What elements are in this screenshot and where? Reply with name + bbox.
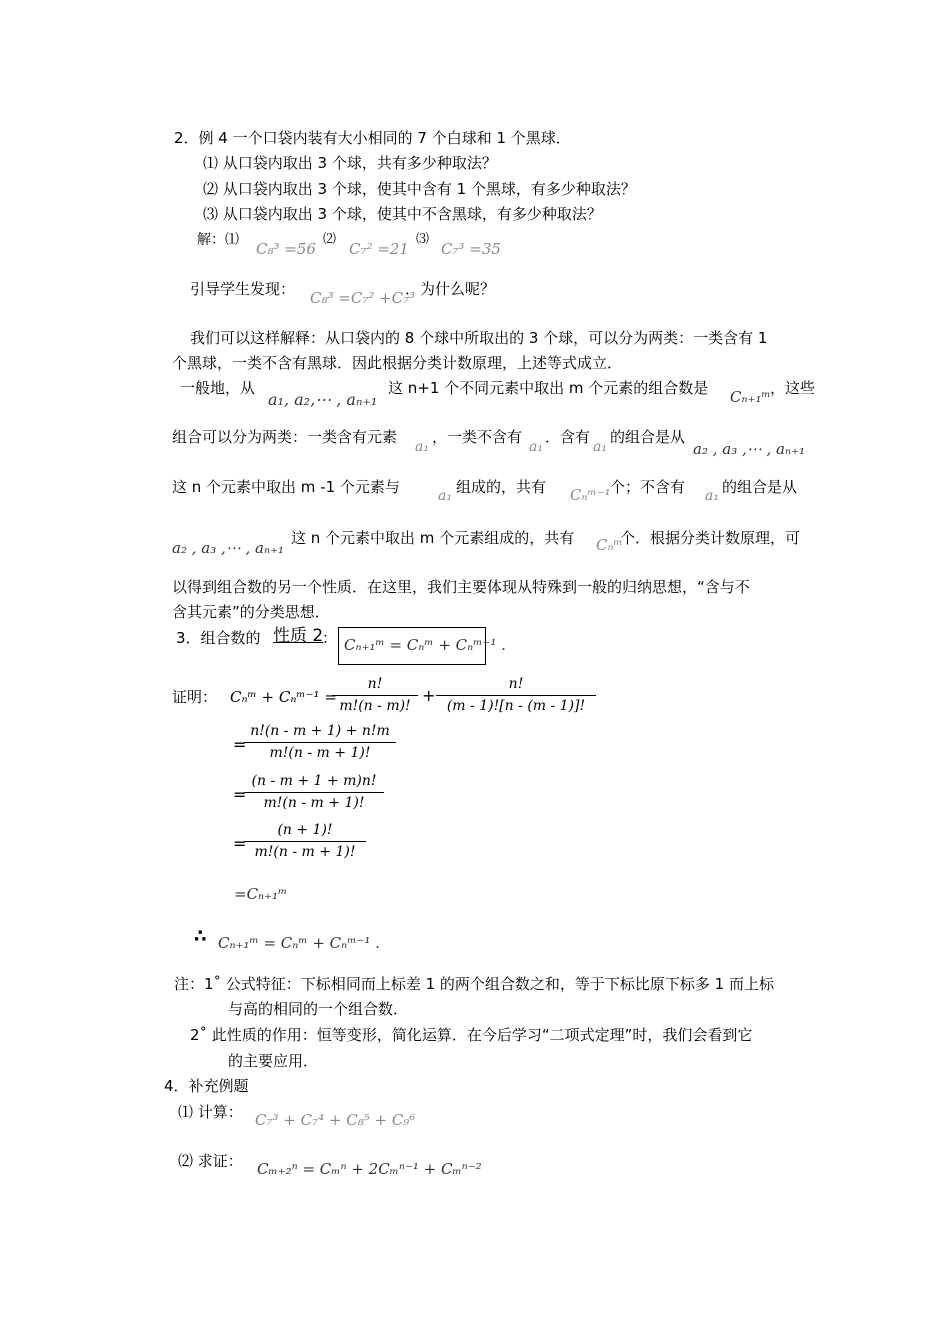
proof-lhs: Cₙᵐ + Cₙᵐ⁻¹ = — [230, 688, 337, 706]
fraction-1-numerator: n! — [332, 676, 418, 696]
general-text-3: ，这些 — [770, 379, 816, 397]
extra-example-1-label: ⑴ 计算： — [178, 1103, 243, 1121]
solution-2-label: ⑵ — [323, 232, 337, 247]
proof-fraction-2 — [436, 676, 596, 715]
property-formula: Cₙ₊₁ᵐ = Cₙᵐ + Cₙᵐ⁻¹ . — [344, 636, 506, 654]
explain-line-2: 个黑球，一类不含有黑球．因此根据分类计数原理，上述等式成立． — [172, 354, 623, 372]
sequence-a2-an1: a₂ , a₃ ,⋯ , aₙ₊₁ — [172, 539, 285, 557]
proof-fraction-5 — [244, 822, 366, 861]
guide-tail: ．为什么呢？ — [405, 280, 496, 298]
question-2: ⑵ 从口袋内取出 3 个球，使其中含有 1 个黑球，有多少种取法？ — [203, 180, 636, 198]
extra-example-2-formula: Cₘ₊₂ⁿ = Cₘⁿ + 2Cₘⁿ⁻¹ + Cₘⁿ⁻² — [257, 1160, 482, 1178]
general-text-1: 一般地，从 — [180, 379, 256, 397]
note-2-line-2: 的主要应用． — [228, 1052, 319, 1070]
general-text-10: 个；不含有 — [610, 478, 686, 496]
guide-text: 引导学生发现： — [190, 280, 296, 298]
general-text-13: 个．根据分类计数原理，可 — [620, 529, 801, 547]
solution-2: C₇² =21 — [349, 240, 409, 258]
note-2-line-1: 2˚ 此性质的作用：恒等变形，简化运算．在今后学习“二项式定理”时，我们会看到它 — [190, 1026, 753, 1044]
combination-n-m-1: Cₙᵐ⁻¹ — [570, 486, 611, 504]
general-text-11: 的组合是从 — [722, 478, 798, 496]
element-a1: a₁ — [415, 439, 429, 455]
property-name: 性质 2 — [273, 626, 324, 646]
element-a1: a₁ — [529, 439, 543, 455]
question-1: ⑴ 从口袋内取出 3 个球，共有多少种取法？ — [203, 154, 497, 172]
general-text-7: 的组合是从 — [610, 428, 686, 446]
proof-fraction-1 — [332, 676, 418, 715]
fraction-5-numerator: (n + 1)! — [244, 822, 366, 842]
solution-label: 解：⑴ — [197, 232, 239, 248]
therefore-symbol: ∴ — [194, 926, 207, 947]
extra-examples-title: 4．补充例题 — [164, 1077, 249, 1095]
fraction-3-numerator: n!(n - m + 1) + n!m — [244, 723, 396, 743]
proof-fraction-3 — [244, 723, 396, 762]
note-1-line-2: 与高的相同的一个组合数． — [228, 1000, 409, 1018]
element-a1: a₁ — [705, 488, 719, 504]
combination-n-m: Cₙᵐ — [596, 536, 623, 554]
fraction-3-denominator: m!(n - m + 1)! — [269, 744, 371, 761]
proof-result: =Cₙ₊₁ᵐ — [234, 885, 288, 903]
fraction-1-denominator: m!(n - m)! — [339, 697, 411, 714]
extra-example-2-label: ⑵ 求证： — [178, 1152, 243, 1170]
fraction-4-numerator: (n - m + 1 + m)n! — [244, 773, 384, 793]
solution-3-label: ⑶ — [416, 232, 430, 247]
proof-conclusion: Cₙ₊₁ᵐ = Cₙᵐ + Cₙᵐ⁻¹ . — [218, 934, 380, 952]
guide-formula: C₈³ =C₇² +C₇³ — [310, 289, 416, 307]
equals-sign: = — [233, 834, 247, 853]
fraction-2-denominator: (m - 1)![n - (m - 1)]! — [446, 697, 586, 714]
general-text-4: 组合可以分为两类：一类含有元素 — [172, 428, 398, 446]
equals-sign: = — [233, 785, 247, 804]
general-text-5: ，一类不含有 — [432, 428, 523, 446]
general-text-2: 这 n+1 个不同元素中取出 m 个元素的组合数是 — [388, 379, 709, 397]
property-label: 3．组合数的 — [176, 629, 261, 647]
solution-1: C₈³ =56 — [256, 240, 316, 258]
note-1-line-1: 注：1˚ 公式特征：下标相同而上标差 1 的两个组合数之和，等于下标比原下标多 1 而上标 — [174, 975, 774, 993]
sequence-a2-an1: a₂ , a₃ ,⋯ , aₙ₊₁ — [693, 440, 806, 458]
fraction-5-denominator: m!(n - m + 1)! — [254, 843, 356, 860]
property-colon: ： — [322, 629, 338, 647]
general-text-8: 这 n 个元素中取出 m -1 个元素与 — [172, 478, 400, 496]
example-4-title: 2．例 4 一个口袋内装有大小相同的 7 个白球和 1 个黑球． — [174, 129, 571, 147]
proof-fraction-4 — [244, 773, 384, 812]
equals-sign: = — [233, 735, 247, 754]
element-a1: a₁ — [593, 439, 607, 455]
sequence-a1-an1: a₁, a₂,⋯ , aₙ₊₁ — [268, 390, 378, 409]
proof-label: 证明： — [172, 688, 218, 706]
combination-n1-m: Cₙ₊₁ᵐ — [730, 388, 771, 406]
question-3: ⑶ 从口袋内取出 3 个球，使其中不含黑球，有多少种取法？ — [203, 205, 602, 223]
solution-3: C₇³ =35 — [441, 240, 501, 258]
general-text-15: 含其元素”的分类思想． — [172, 603, 330, 621]
explain-line-1: 我们可以这样解释：从口袋内的 8 个球中所取出的 3 个球，可以分为两类：一类含有 1 — [190, 329, 768, 347]
fraction-4-denominator: m!(n - m + 1)! — [263, 794, 365, 811]
proof-plus: + — [422, 686, 436, 705]
element-a1: a₁ — [438, 488, 452, 504]
general-text-9: 组成的，共有 — [456, 478, 547, 496]
fraction-2-numerator: n! — [436, 676, 596, 696]
extra-example-1-formula: C₇³ + C₇⁴ + C₈⁵ + C₉⁶ — [255, 1111, 416, 1129]
general-text-14: 以得到组合数的另一个性质．在这里，我们主要体现从特殊到一般的归纳思想，“含与不 — [172, 578, 750, 596]
general-text-6: ．含有 — [545, 428, 591, 446]
general-text-12: 这 n 个元素中取出 m 个元素组成的，共有 — [291, 529, 575, 547]
